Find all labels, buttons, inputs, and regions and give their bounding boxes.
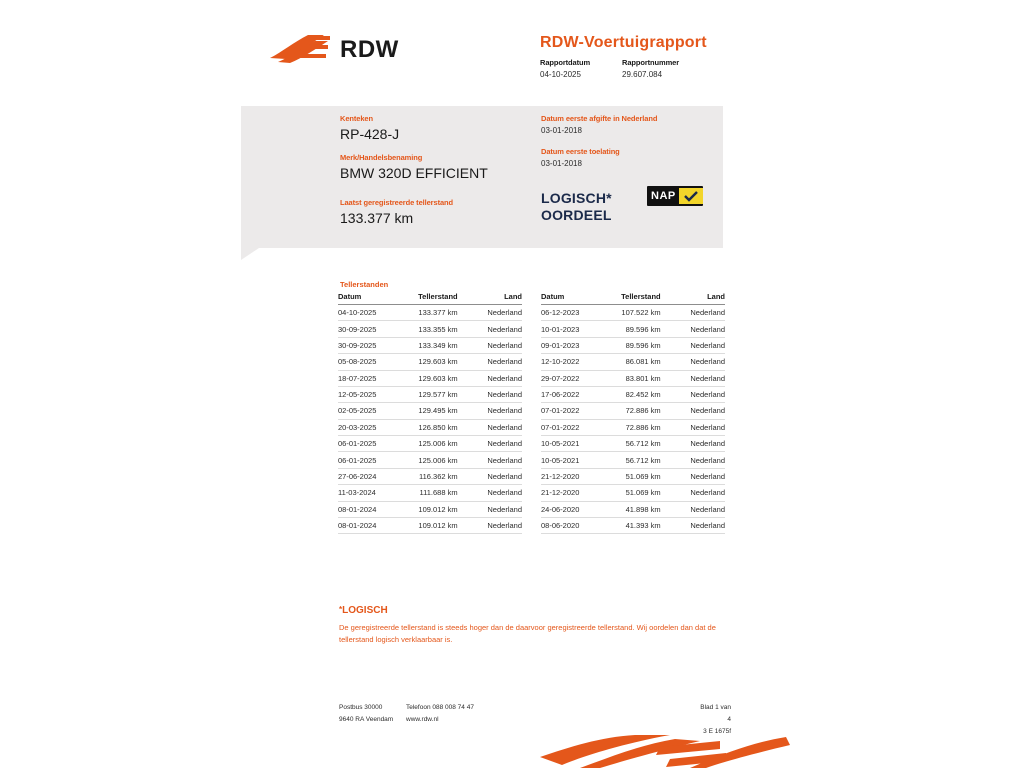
cell-land: Nederland	[675, 452, 725, 468]
footer-address	[339, 702, 393, 726]
cell-tellerstand: 83.801 km	[597, 370, 675, 386]
tellerstanden-table-left	[338, 292, 522, 534]
cell-tellerstand: 126.850 km	[394, 419, 472, 435]
table-row	[338, 436, 522, 452]
cell-land: Nederland	[472, 468, 522, 484]
tellerstand-value: 133.377 km	[340, 210, 414, 226]
verdict-line-2: OORDEEL	[541, 207, 612, 223]
cell-land: Nederland	[675, 419, 725, 435]
cell-tellerstand: 51.069 km	[597, 485, 675, 501]
cell-land: Nederland	[472, 436, 522, 452]
cell-tellerstand: 56.712 km	[597, 436, 675, 452]
cell-tellerstand: 109.012 km	[394, 501, 472, 517]
table-row	[338, 517, 522, 533]
document-header	[240, 14, 760, 84]
table-row	[338, 370, 522, 386]
column-header-datum: Datum	[541, 292, 597, 305]
cell-land: Nederland	[472, 419, 522, 435]
table-row	[541, 468, 725, 484]
kenteken-value: RP-428-J	[340, 126, 400, 142]
table-row	[338, 452, 522, 468]
cell-land: Nederland	[472, 321, 522, 337]
cell-tellerstand: 82.452 km	[597, 386, 675, 402]
table-row	[541, 485, 725, 501]
cell-land: Nederland	[472, 354, 522, 370]
tellerstand-label: Laatst geregistreerde tellerstand	[340, 198, 453, 207]
report-meta	[540, 58, 682, 79]
table-row	[541, 321, 725, 337]
cell-datum: 10-05-2021	[541, 452, 597, 468]
cell-datum: 27-06-2024	[338, 468, 394, 484]
cell-tellerstand: 89.596 km	[597, 321, 675, 337]
cell-datum: 08-01-2024	[338, 517, 394, 533]
table-row	[541, 370, 725, 386]
table-row	[541, 452, 725, 468]
panel-notch	[241, 248, 259, 260]
rdw-arrow-logo-icon	[268, 32, 334, 66]
cell-datum: 12-05-2025	[338, 386, 394, 402]
table-row	[338, 305, 522, 321]
cell-datum: 11-03-2024	[338, 485, 394, 501]
summary-left-column	[340, 114, 530, 227]
note-title	[339, 605, 388, 616]
cell-tellerstand: 129.603 km	[394, 370, 472, 386]
cell-tellerstand: 41.898 km	[597, 501, 675, 517]
cell-tellerstand: 129.603 km	[394, 354, 472, 370]
table-row	[541, 501, 725, 517]
cell-datum: 29-07-2022	[541, 370, 597, 386]
cell-tellerstand: 129.495 km	[394, 403, 472, 419]
table-row	[338, 354, 522, 370]
cell-land: Nederland	[675, 436, 725, 452]
report-date-value: 04-10-2025	[540, 70, 581, 79]
table-body-left	[338, 305, 522, 534]
report-number-label: Rapportnummer	[622, 58, 680, 67]
cell-tellerstand: 133.355 km	[394, 321, 472, 337]
cell-datum: 05-08-2025	[338, 354, 394, 370]
cell-datum: 07-01-2022	[541, 403, 597, 419]
table-row	[338, 337, 522, 353]
rdw-footer-graphic-icon	[540, 735, 790, 768]
cell-tellerstand: 125.006 km	[394, 452, 472, 468]
cell-datum: 08-06-2020	[541, 517, 597, 533]
table-row	[338, 403, 522, 419]
cell-land: Nederland	[472, 517, 522, 533]
column-header-land: Land	[472, 292, 522, 305]
verdict-line-1: LOGISCH*	[541, 190, 612, 206]
table-row	[541, 354, 725, 370]
cell-datum: 18-07-2025	[338, 370, 394, 386]
tellerstanden-title: Tellerstanden	[340, 280, 389, 289]
column-header-tellerstand: Tellerstand	[597, 292, 675, 305]
cell-datum: 04-10-2025	[338, 305, 394, 321]
cell-tellerstand: 72.886 km	[597, 403, 675, 419]
note-title-text: LOGISCH	[342, 605, 388, 616]
cell-tellerstand: 56.712 km	[597, 452, 675, 468]
cell-tellerstand: 86.081 km	[597, 354, 675, 370]
cell-land: Nederland	[472, 485, 522, 501]
table-row	[338, 321, 522, 337]
summary-right-column	[541, 114, 726, 224]
nap-label: NAP	[651, 190, 676, 202]
toelating-value: 03-01-2018	[541, 159, 582, 168]
report-number-block	[622, 58, 682, 79]
cell-datum: 21-12-2020	[541, 468, 597, 484]
cell-datum: 08-01-2024	[338, 501, 394, 517]
afgifte-label: Datum eerste afgifte in Nederland	[541, 114, 658, 123]
cell-datum: 06-12-2023	[541, 305, 597, 321]
table-row	[338, 468, 522, 484]
table-row	[541, 436, 725, 452]
cell-land: Nederland	[472, 337, 522, 353]
brand-title: RDW	[340, 36, 399, 63]
column-header-tellerstand: Tellerstand	[394, 292, 472, 305]
report-number-value: 29.607.084	[622, 70, 663, 79]
table-row	[338, 419, 522, 435]
cell-datum: 07-01-2022	[541, 419, 597, 435]
table-body-right	[541, 305, 725, 534]
table-row	[541, 403, 725, 419]
footer-page-info	[695, 702, 731, 738]
cell-land: Nederland	[472, 403, 522, 419]
footer-phone: Telefoon 088 008 74 47	[406, 704, 474, 711]
cell-land: Nederland	[675, 501, 725, 517]
cell-land: Nederland	[675, 517, 725, 533]
cell-tellerstand: 107.522 km	[597, 305, 675, 321]
table-row	[541, 305, 725, 321]
cell-datum: 21-12-2020	[541, 485, 597, 501]
table-row	[541, 337, 725, 353]
footer-address-line1: Postbus 30000	[339, 704, 383, 711]
cell-tellerstand: 51.069 km	[597, 468, 675, 484]
cell-tellerstand: 111.688 km	[394, 485, 472, 501]
cell-datum: 24-06-2020	[541, 501, 597, 517]
cell-tellerstand: 133.377 km	[394, 305, 472, 321]
footer-website[interactable]: www.rdw.nl	[406, 716, 439, 723]
footer-page-number: Blad 1 van 4	[700, 704, 731, 723]
cell-tellerstand: 109.012 km	[394, 517, 472, 533]
cell-land: Nederland	[675, 354, 725, 370]
cell-land: Nederland	[472, 305, 522, 321]
cell-land: Nederland	[472, 501, 522, 517]
note-star: *	[339, 605, 343, 614]
cell-datum: 20-03-2025	[338, 419, 394, 435]
cell-datum: 30-09-2025	[338, 337, 394, 353]
nap-badge	[647, 186, 703, 206]
report-date-block	[540, 58, 600, 79]
cell-tellerstand: 125.006 km	[394, 436, 472, 452]
cell-land: Nederland	[472, 386, 522, 402]
cell-datum: 09-01-2023	[541, 337, 597, 353]
table-header-row	[338, 292, 522, 305]
cell-datum: 02-05-2025	[338, 403, 394, 419]
check-icon	[679, 188, 703, 204]
cell-tellerstand: 133.349 km	[394, 337, 472, 353]
cell-land: Nederland	[675, 305, 725, 321]
cell-land: Nederland	[675, 370, 725, 386]
column-header-datum: Datum	[338, 292, 394, 305]
report-date-label: Rapportdatum	[540, 58, 591, 67]
afgifte-value: 03-01-2018	[541, 126, 582, 135]
table-row	[541, 386, 725, 402]
cell-land: Nederland	[675, 468, 725, 484]
table-row	[338, 386, 522, 402]
cell-land: Nederland	[472, 370, 522, 386]
column-header-land: Land	[675, 292, 725, 305]
cell-datum: 10-01-2023	[541, 321, 597, 337]
cell-land: Nederland	[675, 337, 725, 353]
cell-tellerstand: 72.886 km	[597, 419, 675, 435]
cell-datum: 12-10-2022	[541, 354, 597, 370]
table-row	[338, 501, 522, 517]
cell-tellerstand: 41.393 km	[597, 517, 675, 533]
cell-datum: 17-06-2022	[541, 386, 597, 402]
page-title: RDW-Voertuigrapport	[540, 34, 707, 51]
table-header-row	[541, 292, 725, 305]
table-row	[338, 485, 522, 501]
note-body: De geregistreerde tellerstand is steeds hoger dan de daarvoor geregistreerde tellerstand. Wij oordelen dan dat de tellerstand logisch verklaarbaar is.	[339, 623, 716, 644]
cell-datum: 30-09-2025	[338, 321, 394, 337]
merk-value: BMW 320D EFFICIENT	[340, 165, 488, 181]
kenteken-label: Kenteken	[340, 114, 373, 123]
cell-land: Nederland	[675, 321, 725, 337]
table-row	[541, 419, 725, 435]
footer-address-line2: 9640 RA Veendam	[339, 716, 394, 723]
footer-form-code: 3 E 1675f	[703, 728, 731, 735]
cell-tellerstand: 116.362 km	[394, 468, 472, 484]
cell-tellerstand: 89.596 km	[597, 337, 675, 353]
cell-datum: 06-01-2025	[338, 436, 394, 452]
toelating-label: Datum eerste toelating	[541, 147, 620, 156]
merk-label: Merk/Handelsbenaming	[340, 153, 423, 162]
footer-contact	[406, 702, 474, 726]
cell-land: Nederland	[675, 403, 725, 419]
cell-land: Nederland	[472, 452, 522, 468]
cell-land: Nederland	[675, 485, 725, 501]
cell-datum: 06-01-2025	[338, 452, 394, 468]
cell-land: Nederland	[675, 386, 725, 402]
cell-datum: 10-05-2021	[541, 436, 597, 452]
tellerstanden-table-right	[541, 292, 725, 534]
cell-tellerstand: 129.577 km	[394, 386, 472, 402]
table-row	[541, 517, 725, 533]
